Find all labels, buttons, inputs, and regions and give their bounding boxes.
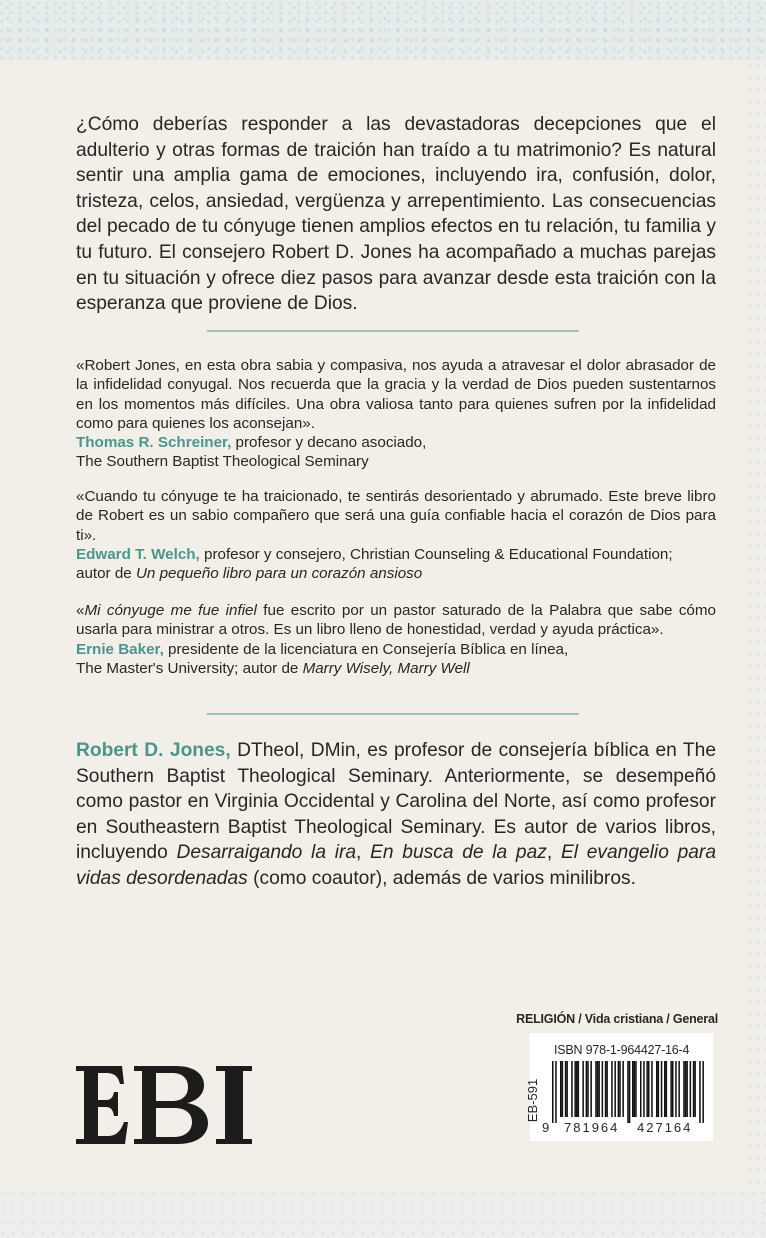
- barcode-bar: [565, 1061, 567, 1117]
- endorser-role: profesor y consejero, Christian Counseling & Educational Foundation;: [199, 545, 673, 563]
- bottom-texture: [0, 1188, 766, 1238]
- barcode: [525, 1033, 713, 1141]
- ebi-logo-mark: [76, 1064, 260, 1146]
- barcode-bar: [578, 1061, 580, 1117]
- barcode-bar: [606, 1061, 608, 1117]
- barcode-bar: [643, 1061, 645, 1117]
- category-label: RELIGIÓN / Vida cristiana / General: [516, 1012, 718, 1026]
- top-texture: [0, 0, 766, 60]
- quote-open: «: [76, 602, 85, 619]
- affiliation-prefix: autor de: [76, 565, 136, 583]
- book-title: Desarraigando la ira: [176, 842, 357, 864]
- barcode-bar: [685, 1061, 687, 1117]
- isbn-label: ISBN 978-1-964427-16-4: [554, 1043, 690, 1057]
- barcode-bar: [658, 1061, 660, 1117]
- barcode-bar: [614, 1061, 616, 1117]
- barcode-bar: [597, 1061, 599, 1117]
- side-texture: [746, 60, 766, 1190]
- affiliation-prefix: The Master's University; autor de: [76, 659, 303, 677]
- barcode-bar: [694, 1061, 696, 1117]
- book-title: Mi cónyuge me fue infiel: [84, 602, 257, 619]
- barcode-bar: [634, 1061, 636, 1117]
- barcode-bar: [562, 1061, 564, 1117]
- barcode-bar: [587, 1061, 589, 1117]
- product-code: EB-591: [525, 1078, 541, 1123]
- barcode-bar: [619, 1061, 621, 1117]
- barcode-bar: [666, 1061, 668, 1117]
- barcode-bar: [675, 1061, 677, 1117]
- barcode-bar: [574, 1061, 576, 1117]
- endorser-affiliation: [76, 659, 716, 678]
- endorsement-3: [76, 601, 716, 678]
- barcode-bar: [683, 1061, 685, 1117]
- bio-text: [76, 738, 716, 892]
- digit-group-left: 781964: [564, 1120, 620, 1135]
- barcode-bar: [702, 1061, 704, 1123]
- barcode-bar: [640, 1061, 642, 1117]
- bio-body: DTheol, DMin, es profesor de consejería bíblica en The Southern Baptist Theological Seminary. Anteriormente, se desempeñó como pastor en Virginia Occidental y Carolina del Norte, así como profesor en Southeastern Baptist Theological Seminary. Es autor de varios libros, incluyendo: [76, 740, 716, 864]
- endorsement-2: [76, 487, 716, 583]
- synopsis: [76, 112, 716, 317]
- endorsement-quote: [76, 601, 716, 640]
- endorsement-attribution: [76, 640, 716, 659]
- barcode-bar: [670, 1061, 672, 1117]
- endorser-name: Edward T. Welch,: [76, 545, 200, 563]
- barcode-bar: [595, 1061, 597, 1117]
- barcode-bar: [690, 1061, 692, 1117]
- endorser-name: Thomas R. Schreiner,: [76, 434, 232, 452]
- separator: ,: [356, 842, 371, 864]
- synopsis-text: ¿Cómo deberías responder a las devastadoras decepciones que el adulterio y otras formas de traición han traído a tu matrimonio? Es natural sentir una amplia gama de emociones, incluyendo ira, confusión, dolor, tristeza, celos, ansiedad, vergüenza y arrepentimiento. Las consecuencias del pecado de tu cónyuge tienen amplios efectos en tu relación, tu familia y tu futuro. El consejero Robert D. Jones ha acompañado a muchas parejas en tu situación y ofrece diez pasos para avanzar desde esta traición con la esperanza que proviene de Dios.: [76, 114, 716, 315]
- barcode-bars: [552, 1061, 704, 1123]
- endorser-role: profesor y decano asociado,: [231, 434, 427, 452]
- barcode-bar: [560, 1061, 562, 1117]
- endorsement-attribution: [76, 545, 716, 564]
- barcode-bar: [664, 1061, 666, 1117]
- barcode-bar: [586, 1061, 588, 1117]
- barcode-bar: [627, 1061, 629, 1123]
- author-name: Robert D. Jones,: [76, 740, 231, 761]
- book-title: El evangelio para vidas desordenadas: [76, 842, 716, 889]
- barcode-bar: [651, 1061, 653, 1117]
- divider-bottom: [207, 713, 579, 715]
- barcode-bar: [632, 1061, 634, 1117]
- barcode-bar: [566, 1061, 568, 1117]
- endorsement-attribution: [76, 433, 716, 452]
- publisher-logo: [76, 1064, 260, 1151]
- barcode-bar: [661, 1061, 663, 1117]
- barcode-bar: [672, 1061, 674, 1117]
- barcode-bar: [635, 1061, 637, 1117]
- barcode-bar: [693, 1061, 695, 1117]
- barcode-bar: [699, 1061, 701, 1123]
- barcode-bar: [648, 1061, 650, 1117]
- book-title: Un pequeño libro para un corazón ansioso: [135, 565, 423, 583]
- endorser-name: Ernie Baker,: [76, 640, 164, 658]
- endorser-affiliation: [76, 564, 716, 583]
- barcode-bar: [598, 1061, 600, 1117]
- quote-body: fue escrito por un pastor saturado de la Palabra que sabe cómo usarla para ministrar a otros. Es un libro lleno de honestidad, verdad y ayuda práctica».: [76, 602, 716, 639]
- barcode-bar: [576, 1061, 578, 1117]
- barcode-bar: [678, 1061, 680, 1117]
- divider-top: [207, 330, 579, 332]
- barcode-bar: [552, 1061, 554, 1123]
- separator: ,: [546, 842, 561, 864]
- bio-body: (como coautor), además de varios minilibros.: [247, 867, 636, 889]
- barcode-bar: [656, 1061, 658, 1117]
- endorsement-quote: «Robert Jones, en esta obra sabia y compasiva, nos ayuda a atravesar el dolor abrasador de la infidelidad conyugal. Nos recuerda que la gracia y la verdad de Dios pueden sustentarnos en los momentos más difíciles. Una obra valiosa tanto para quienes sufren por la infidelidad como para quienes los aconsejan».: [76, 357, 716, 432]
- endorser-affiliation: The Southern Baptist Theological Seminary: [76, 453, 369, 471]
- barcode-bar: [602, 1061, 604, 1117]
- barcode-bar: [582, 1061, 584, 1117]
- barcode-bar: [590, 1061, 592, 1117]
- digit-first: 9: [542, 1120, 550, 1135]
- barcode-bar: [686, 1061, 688, 1117]
- digit-group-right: 427164: [637, 1120, 693, 1135]
- barcode-bar: [646, 1061, 648, 1117]
- endorsement-quote: «Cuando tu cónyuge te ha traicionado, te sentirás desorientado y abrumado. Este breve libro de Robert es un sabio compañero que será una guía confiable hacia el corazón de Dios para ti».: [76, 488, 716, 544]
- barcode-bar: [611, 1061, 613, 1117]
- endorsement-1: [76, 356, 716, 472]
- barcode-bar: [629, 1061, 631, 1123]
- barcode-bar: [605, 1061, 607, 1117]
- barcode-bar: [555, 1061, 557, 1123]
- endorser-role: presidente de la licenciatura en Consejería Bíblica en línea,: [163, 640, 569, 658]
- book-title: En busca de la paz: [370, 842, 547, 864]
- book-title: Marry Wisely, Marry Well: [302, 659, 470, 677]
- author-bio: [76, 738, 716, 892]
- barcode-bar: [571, 1061, 573, 1117]
- barcode-bar: [618, 1061, 620, 1117]
- barcode-bar: [622, 1061, 624, 1117]
